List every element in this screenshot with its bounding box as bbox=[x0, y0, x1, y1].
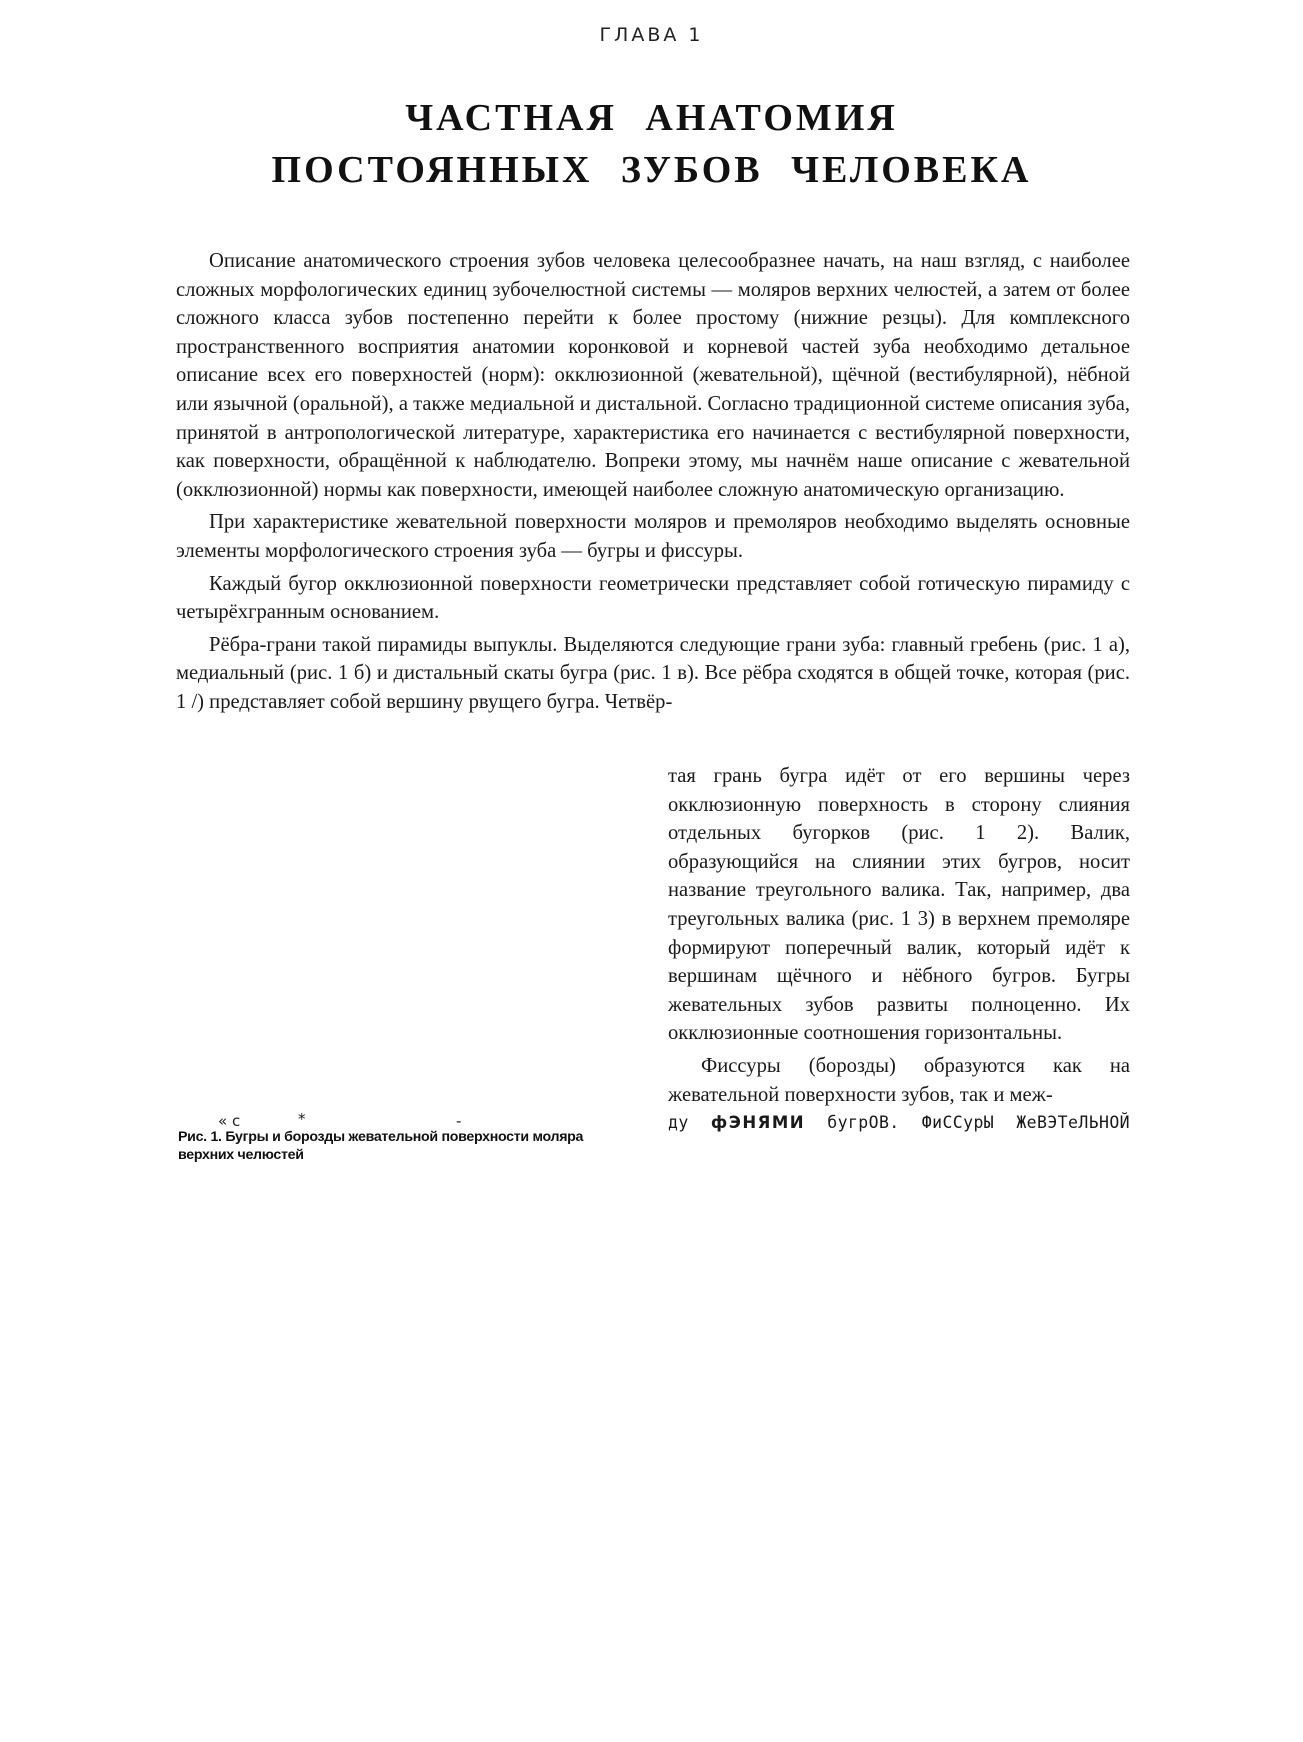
main-text-column bbox=[176, 247, 1130, 717]
last-line-part-b: фЭНЯМИ bbox=[710, 1113, 806, 1133]
caption-mark-right: - bbox=[456, 1112, 462, 1130]
caption-mark-mid: * bbox=[298, 1110, 306, 1128]
chapter-label: ГЛАВА 1 bbox=[599, 24, 704, 46]
figure-caption: Рис. 1. Бугры и борозды жевательной поверхности моляра верхних челюстей bbox=[178, 1129, 584, 1163]
caption-mark-left: « с bbox=[218, 1112, 241, 1130]
page-title bbox=[0, 92, 1303, 196]
paragraph-continuation: тая грань бугра идёт от его вершины через окклюзионную поверхность в сторону слияния отдельных бугорков (рис. 1 2). Валик, образующийся на слиянии этих бугров, носит название треугольного валика. Так, например, два треугольных валика (рис. 1 3) в верхнем премоляре формируют поперечный валик, который идёт к вершинам щёчного и нёбного бугров. Бугры жевательных зубов развиты полноценно. Их окклюзионные соотношения горизонтальны. bbox=[668, 765, 1130, 1045]
paragraph-intro: Описание анатомического строения зубов человека целесообразнее начать, на наш взгляд, с наиболее сложных морфологических единиц зубочелюстной системы — моляров верхних челюстей, а затем от более сложного класса зубов постепенно перейти к более простому (нижние резцы). Для комплексного пространственного восприятия анатомии коронковой и корневой частей зуба необходимо детальное описание всех его поверхностей (норм): окклюзионной (жевательной), щёчной (вестибулярной), нёбной или язычной (оральной), а также медиальной и дистальной. Согласно традиционной системе описания зуба, принятой в антропологической литературе, характеристика его начинается с вестибулярной поверхности, как поверхности, обращённой к наблюдателю. Вопреки этому, мы начнём наше описание с жевательной (окклюзионной) нормы как поверхности, имеющей наиболее сложную анатомическую организацию. bbox=[176, 250, 1130, 501]
last-line-part-c: бугрОВ. ФиССурЫ ЖеВЭТеЛЬНОЙ bbox=[827, 1113, 1130, 1133]
title-line-1: ЧАСТНАЯ АНАТОМИЯ bbox=[405, 97, 898, 139]
paragraph-cusp: Каждый бугор окклюзионной поверхности геометрически представляет собой готическую пирамиду с четырёхгранным основанием. bbox=[176, 572, 1130, 624]
last-line-part-a: ду bbox=[668, 1113, 689, 1133]
side-text-column bbox=[668, 762, 1130, 1138]
figure-placeholder bbox=[176, 770, 636, 1100]
title-line-2: ПОСТОЯННЫХ ЗУБОВ ЧЕЛОВЕКА bbox=[271, 149, 1032, 191]
paragraph-elements: При характеристике жевательной поверхности моляров и премоляров необходимо выделять основные элементы морфологического строения зуба — бугры и фиссуры. bbox=[176, 511, 1130, 562]
paragraph-ridges: Рёбра-грани такой пирамиды выпуклы. Выделяются следующие грани зуба: главный гребень (рис. 1 а), медиальный (рис. 1 б) и дистальный скаты бугра (рис. 1 в). Все рёбра сходятся в общей точке, которая (рис. 1 /) представляет собой вершину рвущего бугра. Четвёр- bbox=[176, 633, 1130, 713]
paragraph-fissures: Фиссуры (борозды) образуются как на жевательной поверхности зубов, так и меж- bbox=[668, 1054, 1130, 1106]
garbled-last-line bbox=[668, 1109, 1130, 1138]
